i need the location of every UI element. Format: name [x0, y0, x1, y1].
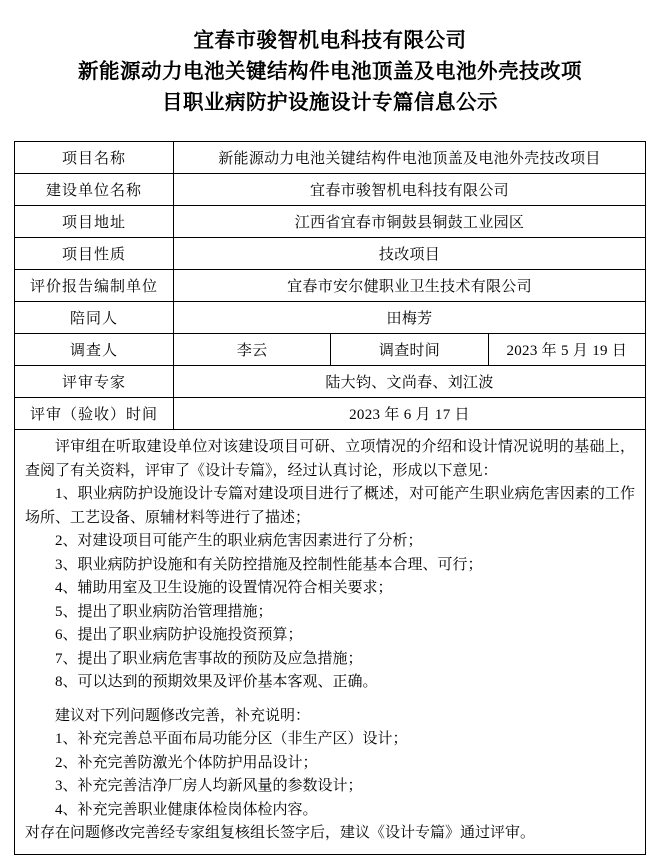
opinion-intro: 评审组在听取建设单位对该建设项目可研、立项情况的介绍和设计情况说明的基础上，查阅了有关资料，评审了《设计专篇》，经过认真讨论，形成以下意见：: [25, 439, 635, 479]
title-line-3: 目职业病防护设施设计专篇信息公示: [162, 92, 498, 114]
table-row: [15, 238, 646, 270]
opinion-item: 7、提出了职业病危害事故的预防及应急措施；: [55, 650, 363, 667]
experts-value: 陆大钧、文尚春、刘江波: [174, 366, 646, 398]
opinion-item: 1、职业病防护设施设计专篇对建设项目进行了概述，对可能产生职业病危害因素的工作场所、工艺设备、原辅材料等进行了描述；: [25, 486, 635, 526]
table-row: [15, 302, 646, 334]
title-line-1: 宜春市骏智机电科技有限公司: [193, 30, 467, 52]
suggestion-item: 2、补充完善防激光个体防护用品设计；: [55, 754, 318, 771]
page-title: [24, 26, 636, 119]
row-label: 项目地址: [15, 206, 174, 238]
suggestion-item: 3、补充完善洁净厂房人均新风量的参数设计；: [55, 778, 363, 794]
row-value: 新能源动力电池关键结构件电池顶盖及电池外壳技改项目: [174, 142, 646, 174]
review-time-label: 评审（验收）时间: [15, 398, 174, 430]
table-row: [15, 174, 646, 206]
spacer: [25, 695, 635, 705]
experts-label: 评审专家: [15, 366, 174, 398]
table-row: [15, 206, 646, 238]
table-row-survey: [15, 334, 646, 366]
row-label: 项目性质: [15, 238, 174, 270]
opinion-item: 6、提出了职业病防护设施投资预算；: [55, 627, 303, 643]
row-label: 建设单位名称: [15, 174, 174, 206]
review-time-value: 2023 年 6 月 17 日: [174, 398, 646, 430]
row-value: 江西省宜春市铜鼓县铜鼓工业园区: [174, 206, 646, 238]
review-opinion-block: [14, 430, 646, 855]
table-row-experts: [15, 366, 646, 398]
survey-time-label: 调查时间: [331, 334, 488, 366]
table-row: [15, 142, 646, 174]
title-line-2: 新能源动力电池关键结构件电池顶盖及电池外壳技改项: [78, 61, 582, 83]
survey-value: 李云: [174, 334, 331, 366]
row-value: 技改项目: [174, 238, 646, 270]
table-row-review-time: [15, 398, 646, 430]
opinion-item: 3、职业病防护设施和有关防控措施及控制性能基本合理、可行；: [55, 556, 483, 573]
row-label: 陪同人: [15, 302, 174, 334]
suggestion-item: 4、补充完善职业健康体检岗体检内容。: [55, 801, 318, 818]
row-value: 宜春市安尔健职业卫生技术有限公司: [174, 270, 646, 302]
row-value: 宜春市骏智机电科技有限公司: [174, 174, 646, 206]
row-label: 项目名称: [15, 142, 174, 174]
table-row: [15, 270, 646, 302]
opinion-item: 2、对建设项目可能产生的职业病危害因素进行了分析；: [55, 533, 423, 549]
project-info-table: [14, 141, 646, 430]
opinion-item: 5、提出了职业病防治管理措施；: [55, 603, 273, 620]
survey-label: 调查人: [15, 334, 174, 366]
opinion-item: 4、辅助用室及卫生设施的设置情况符合相关要求；: [55, 580, 393, 596]
opinion-item: 8、可以达到的预期效果及评价基本客观、正确。: [55, 674, 378, 690]
survey-time-value: 2023 年 5 月 19 日: [488, 334, 645, 366]
suggestion-item: 1、补充完善总平面布局功能分区（非生产区）设计；: [55, 731, 408, 747]
footer-note: 对存在问题修改完善经专家组复核组长签字后，建议《设计专篇》通过评审。: [25, 825, 536, 841]
row-value: 田梅芳: [174, 302, 646, 334]
suggestion-title: 建议对下列问题修改完善，补充说明：: [55, 707, 311, 724]
row-label: 评价报告编制单位: [15, 270, 174, 302]
